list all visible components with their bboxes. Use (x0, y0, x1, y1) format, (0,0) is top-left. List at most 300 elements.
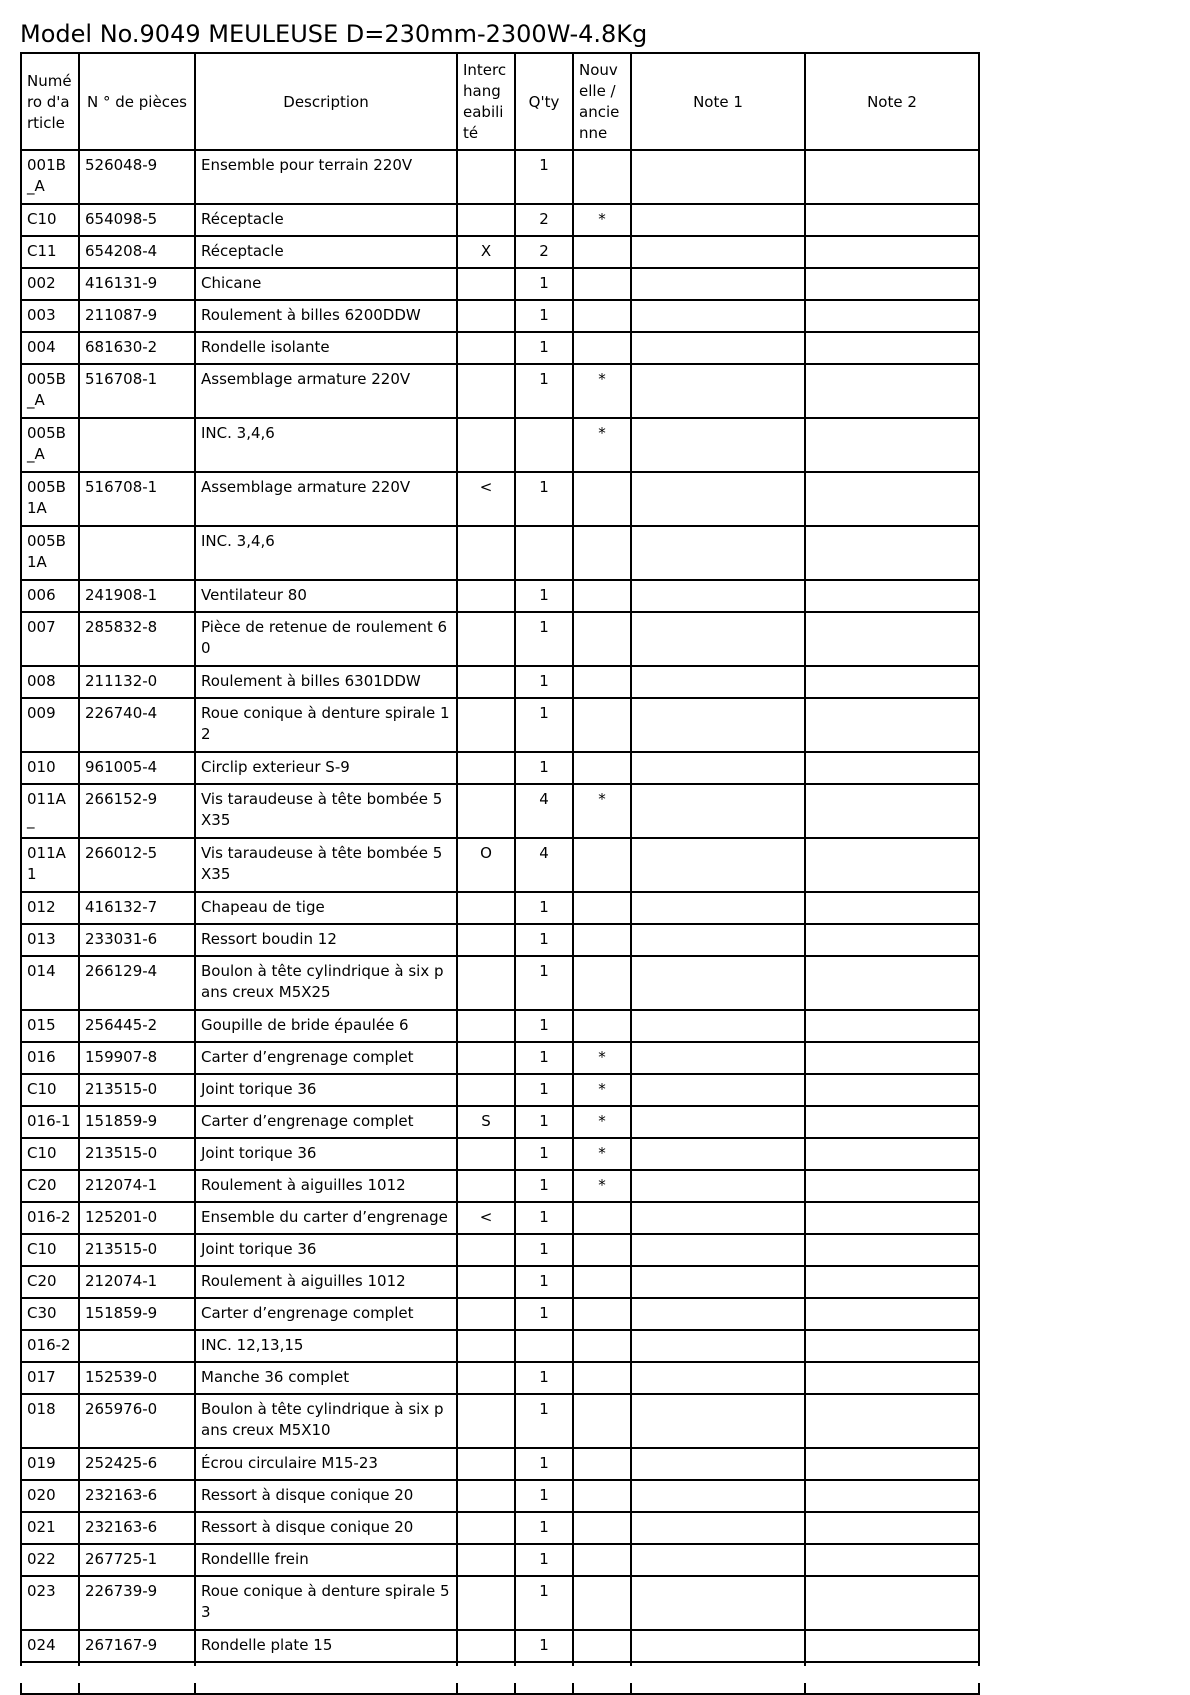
cell-interchangeability (457, 1138, 515, 1170)
cell-new-old (573, 268, 631, 300)
cell-note-1 (631, 1480, 805, 1512)
cell-description: Rondellle frein (195, 1544, 457, 1576)
cell-article-number: 005B1A (21, 472, 79, 526)
cell-interchangeability (457, 612, 515, 666)
cell-article-number: 019 (21, 1448, 79, 1480)
cell-new-old (573, 300, 631, 332)
cell-new-old (573, 1202, 631, 1234)
cell-part-number: 266012-5 (79, 838, 195, 892)
cell-description: Ressort à disque conique 20 (195, 1512, 457, 1544)
cell-note-1 (631, 1138, 805, 1170)
cell-note-2 (805, 1448, 979, 1480)
cell-note-1 (631, 332, 805, 364)
cell-part-number (79, 1330, 195, 1362)
cell-quantity: 1 (515, 1576, 573, 1630)
cell-note-1 (631, 1234, 805, 1266)
cell-article-number: 011A_ (21, 784, 79, 838)
cell-description: Chicane (195, 268, 457, 300)
cell-interchangeability (457, 1480, 515, 1512)
cell-part-number: 151859-9 (79, 1106, 195, 1138)
cell-new-old (573, 150, 631, 204)
cell-part-number: 416131-9 (79, 268, 195, 300)
cell-quantity: 1 (515, 666, 573, 698)
cell-quantity: 1 (515, 472, 573, 526)
cell-quantity: 1 (515, 1448, 573, 1480)
cell-new-old: * (573, 1170, 631, 1202)
cell-description: Roulement à aiguilles 1012 (195, 1170, 457, 1202)
cell-description: Rondelle isolante (195, 332, 457, 364)
cell-description: Circlip exterieur S-9 (195, 752, 457, 784)
cell-part-number: 526048-9 (79, 150, 195, 204)
cell-interchangeability (457, 956, 515, 1010)
cell-part-number: 159907-8 (79, 1042, 195, 1074)
cell-quantity: 1 (515, 1234, 573, 1266)
cell-description: Roue conique à denture spirale 12 (195, 698, 457, 752)
cell-description: Manche 36 complet (195, 1362, 457, 1394)
cell-note-1 (631, 1202, 805, 1234)
cell-new-old: * (573, 1074, 631, 1106)
cell-article-number: 021 (21, 1512, 79, 1544)
cell-new-old (573, 956, 631, 1010)
cell-quantity: 1 (515, 1010, 573, 1042)
cell-note-2 (805, 1042, 979, 1074)
table-row (21, 1074, 979, 1106)
table-row (21, 1042, 979, 1074)
cell-description: Roue conique à denture spirale 53 (195, 1576, 457, 1630)
cell-new-old (573, 1448, 631, 1480)
table-row (21, 666, 979, 698)
table-row (21, 268, 979, 300)
cell-note-1 (631, 1106, 805, 1138)
cell-interchangeability (457, 268, 515, 300)
cell-quantity: 1 (515, 1630, 573, 1662)
cell-quantity: 1 (515, 1106, 573, 1138)
cell-note-1 (631, 1512, 805, 1544)
cell-note-2 (805, 472, 979, 526)
header-note-1: Note 1 (631, 53, 805, 150)
cell-note-1 (631, 1544, 805, 1576)
cell-interchangeability: < (457, 1202, 515, 1234)
cell-article-number: 001B_A (21, 150, 79, 204)
cell-article-number: C10 (21, 1074, 79, 1106)
cell-part-number: 266129-4 (79, 956, 195, 1010)
table-row (21, 332, 979, 364)
cell-article-number: 024 (21, 1630, 79, 1662)
cell-note-1 (631, 752, 805, 784)
table-row (21, 236, 979, 268)
cell-interchangeability (457, 892, 515, 924)
cell-description: Ensemble du carter d’engrenage (195, 1202, 457, 1234)
cell-description: Carter d’engrenage complet (195, 1298, 457, 1330)
cell-note-2 (805, 1266, 979, 1298)
cell-quantity: 1 (515, 752, 573, 784)
cell-note-1 (631, 892, 805, 924)
cell-quantity: 1 (515, 1138, 573, 1170)
table-row (21, 784, 979, 838)
cell-quantity: 1 (515, 268, 573, 300)
table-row (21, 418, 979, 472)
cell-quantity: 1 (515, 956, 573, 1010)
cell-quantity: 1 (515, 1202, 573, 1234)
cell-article-number: 010 (21, 752, 79, 784)
cell-new-old: * (573, 1106, 631, 1138)
cell-part-number: 212074-1 (79, 1170, 195, 1202)
cell-part-number: 226740-4 (79, 698, 195, 752)
table-row (21, 1480, 979, 1512)
cell-part-number (79, 526, 195, 580)
table-row (21, 1234, 979, 1266)
cell-part-number: 654208-4 (79, 236, 195, 268)
cell-description: Assemblage armature 220V (195, 472, 457, 526)
cell-part-number: 213515-0 (79, 1234, 195, 1266)
cell-article-number: 015 (21, 1010, 79, 1042)
table-row (21, 580, 979, 612)
cell-note-2 (805, 1630, 979, 1662)
cell-interchangeability (457, 784, 515, 838)
cell-description: Roulement à billes 6301DDW (195, 666, 457, 698)
cell-note-2 (805, 1234, 979, 1266)
cell-note-1 (631, 1630, 805, 1662)
cell-note-1 (631, 924, 805, 956)
cell-part-number: 516708-1 (79, 364, 195, 418)
cell-article-number: C10 (21, 1234, 79, 1266)
cell-note-1 (631, 1330, 805, 1362)
cell-note-2 (805, 1512, 979, 1544)
cell-note-1 (631, 204, 805, 236)
header-new-old: Nouvelle / ancienne (573, 53, 631, 150)
cell-quantity: 1 (515, 1512, 573, 1544)
cell-note-2 (805, 1362, 979, 1394)
cell-article-number: C10 (21, 1138, 79, 1170)
cell-note-2 (805, 1576, 979, 1630)
cell-article-number: 008 (21, 666, 79, 698)
page-bottom-edge (0, 1666, 1190, 1683)
cell-new-old (573, 1330, 631, 1362)
table-row (21, 1170, 979, 1202)
cell-description: INC. 3,4,6 (195, 526, 457, 580)
cell-article-number: 016-1 (21, 1106, 79, 1138)
cell-description: Chapeau de tige (195, 892, 457, 924)
cell-note-2 (805, 1138, 979, 1170)
cell-part-number: 152539-0 (79, 1362, 195, 1394)
cell-part-number: 125201-0 (79, 1202, 195, 1234)
cell-part-number: 232163-6 (79, 1512, 195, 1544)
cell-description: Ressort boudin 12 (195, 924, 457, 956)
cell-quantity: 1 (515, 698, 573, 752)
cell-note-1 (631, 1042, 805, 1074)
cell-description: Écrou circulaire M15-23 (195, 1448, 457, 1480)
cell-article-number: 005B_A (21, 364, 79, 418)
cell-interchangeability (457, 364, 515, 418)
cell-note-2 (805, 300, 979, 332)
cell-quantity: 1 (515, 1298, 573, 1330)
cell-quantity: 1 (515, 300, 573, 332)
header-quantity: Q'ty (515, 53, 573, 150)
cell-description: Carter d’engrenage complet (195, 1106, 457, 1138)
cell-interchangeability (457, 1074, 515, 1106)
cell-article-number: 012 (21, 892, 79, 924)
cell-quantity: 1 (515, 1074, 573, 1106)
cell-new-old (573, 752, 631, 784)
cell-interchangeability: X (457, 236, 515, 268)
cell-new-old (573, 1576, 631, 1630)
cell-new-old (573, 1630, 631, 1662)
page-title: Model No.9049 MEULEUSE D=230mm-2300W-4.8Kg (20, 20, 648, 48)
cell-quantity (515, 526, 573, 580)
cell-part-number: 241908-1 (79, 580, 195, 612)
cell-article-number: 007 (21, 612, 79, 666)
cell-new-old (573, 1480, 631, 1512)
table-row (21, 1298, 979, 1330)
cell-part-number: 416132-7 (79, 892, 195, 924)
cell-article-number: 017 (21, 1362, 79, 1394)
cell-new-old (573, 1394, 631, 1448)
table-row (21, 1010, 979, 1042)
table-row (21, 1266, 979, 1298)
cell-description: Ressort à disque conique 20 (195, 1480, 457, 1512)
cell-interchangeability (457, 666, 515, 698)
cell-quantity: 2 (515, 236, 573, 268)
cell-new-old (573, 472, 631, 526)
cell-description: Pièce de retenue de roulement 60 (195, 612, 457, 666)
cell-part-number: 266152-9 (79, 784, 195, 838)
cell-article-number: C10 (21, 204, 79, 236)
cell-new-old: * (573, 364, 631, 418)
cell-note-1 (631, 1170, 805, 1202)
cell-part-number: 265976-0 (79, 1394, 195, 1448)
cell-note-2 (805, 956, 979, 1010)
cell-note-2 (805, 1480, 979, 1512)
cell-article-number: 003 (21, 300, 79, 332)
cell-note-2 (805, 612, 979, 666)
cell-quantity (515, 418, 573, 472)
cell-new-old (573, 924, 631, 956)
table-row (21, 1106, 979, 1138)
cell-part-number: 516708-1 (79, 472, 195, 526)
cell-note-2 (805, 418, 979, 472)
cell-part-number: 211087-9 (79, 300, 195, 332)
cell-part-number: 151859-9 (79, 1298, 195, 1330)
table-row (21, 1202, 979, 1234)
cell-article-number: 016 (21, 1042, 79, 1074)
cell-article-number: 005B1A (21, 526, 79, 580)
cell-description: Boulon à tête cylindrique à six pans creux M5X10 (195, 1394, 457, 1448)
cell-part-number: 232163-6 (79, 1480, 195, 1512)
cell-article-number: C20 (21, 1266, 79, 1298)
cell-description: Goupille de bride épaulée 6 (195, 1010, 457, 1042)
cell-note-1 (631, 1074, 805, 1106)
cell-note-1 (631, 1010, 805, 1042)
cell-part-number: 252425-6 (79, 1448, 195, 1480)
cell-quantity: 1 (515, 1544, 573, 1576)
cell-quantity: 4 (515, 838, 573, 892)
cell-interchangeability (457, 1512, 515, 1544)
table-row (21, 1576, 979, 1630)
cell-description: Vis taraudeuse à tête bombée 5X35 (195, 838, 457, 892)
cell-new-old (573, 1010, 631, 1042)
cell-interchangeability (457, 1010, 515, 1042)
table-row (21, 698, 979, 752)
table-row (21, 472, 979, 526)
cell-description: Réceptacle (195, 204, 457, 236)
header-interchangeability: Interchangeabilité (457, 53, 515, 150)
table-row (21, 1630, 979, 1662)
cell-description: Ventilateur 80 (195, 580, 457, 612)
cell-quantity: 1 (515, 1266, 573, 1298)
table-row (21, 1544, 979, 1576)
cell-interchangeability (457, 1042, 515, 1074)
cell-note-2 (805, 1106, 979, 1138)
cell-note-1 (631, 1266, 805, 1298)
cell-interchangeability: O (457, 838, 515, 892)
cell-description: INC. 12,13,15 (195, 1330, 457, 1362)
cell-article-number: C30 (21, 1298, 79, 1330)
cell-article-number: 009 (21, 698, 79, 752)
cell-article-number: 006 (21, 580, 79, 612)
table-row (21, 956, 979, 1010)
cell-new-old: * (573, 204, 631, 236)
cell-description: Réceptacle (195, 236, 457, 268)
cell-article-number: 018 (21, 1394, 79, 1448)
cell-note-1 (631, 1362, 805, 1394)
cell-new-old (573, 1544, 631, 1576)
cell-interchangeability (457, 1170, 515, 1202)
cell-article-number: 005B_A (21, 418, 79, 472)
cell-interchangeability (457, 752, 515, 784)
cell-description: Roulement à aiguilles 1012 (195, 1266, 457, 1298)
cell-quantity: 1 (515, 1042, 573, 1074)
table-row (21, 1330, 979, 1362)
cell-article-number: 016-2 (21, 1202, 79, 1234)
cell-article-number: 023 (21, 1576, 79, 1630)
cell-article-number: 002 (21, 268, 79, 300)
cell-note-2 (805, 268, 979, 300)
cell-description: Ensemble pour terrain 220V (195, 150, 457, 204)
header-note-2: Note 2 (805, 53, 979, 150)
table-row (21, 924, 979, 956)
cell-new-old (573, 612, 631, 666)
table-row (21, 300, 979, 332)
cell-new-old (573, 580, 631, 612)
cell-description: INC. 3,4,6 (195, 418, 457, 472)
table-row (21, 150, 979, 204)
table-row (21, 1138, 979, 1170)
table-row (21, 752, 979, 784)
cell-interchangeability (457, 1576, 515, 1630)
cell-note-1 (631, 236, 805, 268)
cell-note-2 (805, 838, 979, 892)
cell-note-1 (631, 666, 805, 698)
table-row (21, 1512, 979, 1544)
cell-new-old (573, 1234, 631, 1266)
cell-note-2 (805, 580, 979, 612)
cell-note-2 (805, 150, 979, 204)
cell-new-old (573, 1298, 631, 1330)
cell-article-number: C20 (21, 1170, 79, 1202)
cell-new-old: * (573, 418, 631, 472)
table-row (21, 1448, 979, 1480)
table-row (21, 838, 979, 892)
cell-note-1 (631, 300, 805, 332)
cell-note-2 (805, 1394, 979, 1448)
cell-note-1 (631, 364, 805, 418)
cell-note-2 (805, 1298, 979, 1330)
cell-interchangeability (457, 1362, 515, 1394)
cell-interchangeability: < (457, 472, 515, 526)
header-article-number: Numéro d'article (21, 53, 79, 150)
cell-note-1 (631, 1576, 805, 1630)
cell-quantity: 1 (515, 612, 573, 666)
cell-interchangeability: S (457, 1106, 515, 1138)
cell-interchangeability (457, 1544, 515, 1576)
cell-interchangeability (457, 1266, 515, 1298)
cell-description: Joint torique 36 (195, 1138, 457, 1170)
cell-new-old: * (573, 1138, 631, 1170)
cell-note-1 (631, 472, 805, 526)
cell-description: Vis taraudeuse à tête bombée 5X35 (195, 784, 457, 838)
cell-article-number: C11 (21, 236, 79, 268)
cell-quantity (515, 1330, 573, 1362)
table-row (21, 1394, 979, 1448)
header-part-number: N ° de pièces (79, 53, 195, 150)
cell-new-old (573, 698, 631, 752)
cell-description: Roulement à billes 6200DDW (195, 300, 457, 332)
cell-note-2 (805, 924, 979, 956)
cell-note-2 (805, 892, 979, 924)
cell-part-number: 961005-4 (79, 752, 195, 784)
cell-new-old (573, 892, 631, 924)
cell-quantity: 1 (515, 1480, 573, 1512)
cell-note-2 (805, 332, 979, 364)
table-row (21, 612, 979, 666)
cell-description: Joint torique 36 (195, 1074, 457, 1106)
cell-description: Rondelle plate 15 (195, 1630, 457, 1662)
cell-part-number: 213515-0 (79, 1074, 195, 1106)
cell-note-1 (631, 1298, 805, 1330)
cell-new-old (573, 666, 631, 698)
cell-note-2 (805, 526, 979, 580)
table-row (21, 892, 979, 924)
cell-article-number: 004 (21, 332, 79, 364)
cell-part-number: 233031-6 (79, 924, 195, 956)
parts-table (20, 52, 980, 1695)
cell-note-1 (631, 784, 805, 838)
cell-interchangeability (457, 1448, 515, 1480)
cell-interchangeability (457, 580, 515, 612)
cell-description: Joint torique 36 (195, 1234, 457, 1266)
cell-description: Carter d’engrenage complet (195, 1042, 457, 1074)
cell-note-2 (805, 204, 979, 236)
cell-part-number: 654098-5 (79, 204, 195, 236)
cell-part-number: 211132-0 (79, 666, 195, 698)
cell-new-old (573, 1512, 631, 1544)
cell-article-number: 020 (21, 1480, 79, 1512)
table-header-row (21, 53, 979, 150)
cell-interchangeability (457, 526, 515, 580)
cell-note-2 (805, 1202, 979, 1234)
cell-quantity: 1 (515, 332, 573, 364)
cell-interchangeability (457, 418, 515, 472)
cell-note-1 (631, 956, 805, 1010)
table-row (21, 364, 979, 418)
cell-quantity: 2 (515, 204, 573, 236)
cell-note-1 (631, 150, 805, 204)
cell-note-2 (805, 1010, 979, 1042)
cell-part-number: 285832-8 (79, 612, 195, 666)
cell-quantity: 1 (515, 150, 573, 204)
cell-new-old (573, 838, 631, 892)
cell-article-number: 011A1 (21, 838, 79, 892)
